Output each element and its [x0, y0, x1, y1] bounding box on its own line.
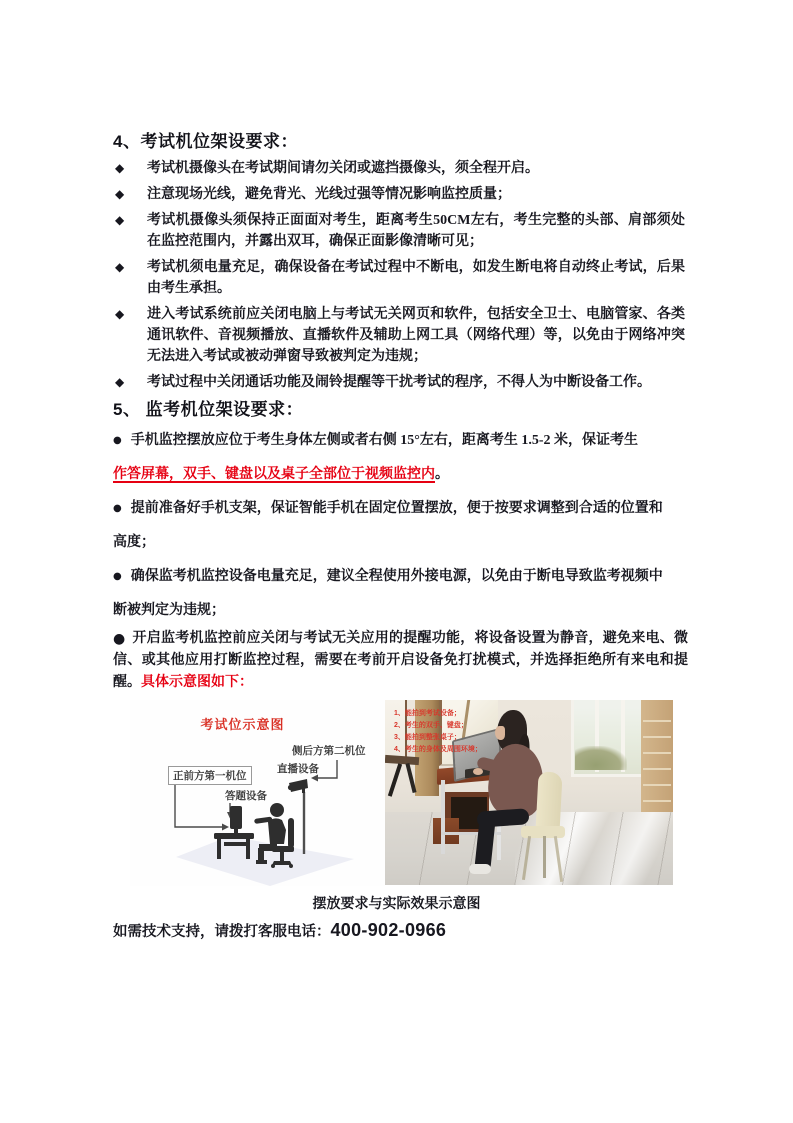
desk-leg: [441, 780, 445, 854]
diamond-bullet-icon: ◆: [115, 375, 125, 389]
list-item: [113, 304, 685, 367]
list-item-text: 考试机须电量充足，确保设备在考试过程中不断电，如发生断电将自动终止考试，后果由考生承担。: [147, 260, 685, 296]
answer-device-monitor: [230, 806, 242, 833]
person-hand: [473, 768, 483, 775]
list-item-text: 开启监考机监控前应关闭与考试无关应用的提醒功能，将设备设置为静音，避免来电、微信、或其他应用打断监控过程，需要在考前开启设备免打扰模式，并选择拒绝所有来电和提醒。: [113, 631, 688, 690]
person-shoe: [469, 864, 491, 874]
list-item: [113, 424, 688, 492]
list-item: [113, 184, 685, 205]
list-item: [113, 560, 688, 628]
exam-position-diagram: [130, 700, 385, 886]
figure-row: [0, 700, 793, 912]
circle-bullet-icon: ●: [113, 571, 122, 582]
support-text: 如需技术支持，请拨打客服电话：: [113, 924, 331, 940]
placement-photo: [385, 700, 673, 885]
list-item: [113, 372, 685, 393]
diagram-label-answer-device: 答题设备: [225, 790, 267, 802]
section5-list: [113, 424, 688, 694]
photo-annotation-line: 1、能拍到考试设备；: [394, 710, 461, 717]
list-item-text: 考试机摄像头在考试期间请勿关闭或遮挡摄像头，须全程开启。: [147, 161, 539, 176]
photo-annotation-line: 2、考生的双手、键盘；: [394, 722, 468, 729]
diagram-title: 考试位示意图: [200, 717, 285, 732]
diamond-bullet-icon: ◆: [115, 307, 125, 321]
diagram-label-live-device: 直播设备: [277, 763, 319, 775]
figure-caption: 摆放要求与实际效果示意图: [312, 897, 481, 912]
section4-list: [113, 158, 685, 398]
list-item-text: 高度；: [113, 535, 155, 550]
highlighted-requirement-text: 作答屏幕，双手、键盘以及桌子全部位于视频监控内: [113, 467, 435, 482]
circle-bullet-icon: ●: [113, 503, 122, 514]
list-item-text: 手机监控摆放应位于考生身体左侧或者右侧 15°左右，距离考生 1.5-2 米，保证考生: [130, 433, 638, 448]
list-item: [113, 628, 688, 694]
diamond-bullet-icon: ◆: [115, 161, 125, 175]
photo-annotation-line: 3、能拍到整张桌子；: [394, 734, 461, 741]
list-item-text: 考试机摄像头须保持正面面对考生，距离考生50CM左右，考生完整的头部、肩部须处在监控范围内，并露出双耳，确保正面影像清晰可见；: [147, 213, 685, 249]
chair-leg: [543, 836, 546, 878]
diamond-bullet-icon: ◆: [115, 213, 125, 227]
circle-bullet-icon: ●: [113, 435, 122, 446]
list-item-text: 进入考试系统前应关闭电脑上与考试无关网页和软件，包括安全卫士、电脑管家、各类通讯软件、音视频播放、直播软件及辅助上网工具（网络代理）等，以免由于网络冲突无法进入考试或被动弹窗导致被判定为违规；: [147, 307, 685, 364]
circle-bullet-icon: ●: [113, 631, 126, 647]
diamond-bullet-icon: ◆: [115, 187, 125, 201]
photo-annotation: [394, 708, 482, 756]
photo-annotation-line: 4、考生的身体及周围环境；: [394, 746, 482, 753]
list-item-text: 。: [435, 467, 449, 482]
cctv-camera-icon: [288, 779, 308, 793]
list-item: [113, 210, 685, 252]
list-item-text: 断被判定为违规；: [113, 603, 225, 618]
window-view-trees: [575, 746, 627, 770]
foreground-table-leg: [388, 763, 402, 797]
list-item-text: 确保监考机监控设备电量充足，建议全程使用外接电源，以免由于断电导致监考视频中: [130, 569, 663, 584]
person-face: [495, 726, 505, 740]
section5-heading: 5、 监考机位架设要求：: [113, 400, 304, 419]
diagram-note-text: 具体示意图如下：: [141, 675, 253, 690]
list-item-text: 注意现场光线，避免背光、光线过强等情况影响监控质量；: [147, 187, 511, 202]
diagram-label-rear-camera: 侧后方第二机位: [292, 745, 366, 757]
list-item: [113, 492, 688, 560]
support-line: [113, 920, 446, 941]
list-item: [113, 158, 685, 179]
list-item: [113, 257, 685, 299]
section4-heading: 4、考试机位架设要求：: [113, 132, 298, 151]
diamond-bullet-icon: ◆: [115, 260, 125, 274]
support-phone-number: 400-902-0966: [330, 920, 447, 940]
diagram-label-front-camera: 正前方第一机位: [168, 766, 252, 785]
exam-desk-drawer: [433, 818, 459, 844]
building-facade-lines: [643, 706, 671, 806]
list-item-text: 考试过程中关闭通话功能及闹铃提醒等干扰考试的程序，不得人为中断设备工作。: [147, 375, 651, 390]
list-item-text: 提前准备好手机支架，保证智能手机在固定位置摆放，便于按要求调整到合适的位置和: [130, 501, 663, 516]
